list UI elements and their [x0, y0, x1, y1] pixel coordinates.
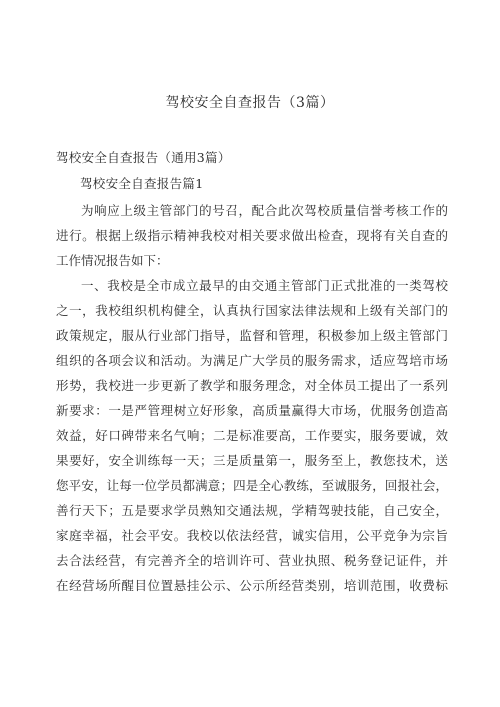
body-text [56, 198, 448, 598]
body-line: 新要求：一是严管理树立好形象，高质量赢得大市场，优服务创造高 [56, 403, 448, 418]
body-line: 善行天下；五是要求学员熟知交通法规，学精驾驶技能，自己安全， [56, 503, 448, 518]
body-line: 果要好，安全训练每一天；三是质量第一，服务至上，教您技术，送 [56, 453, 448, 468]
body-line: 之一，我校组织机构健全，认真执行国家法律法规和上级有关部门的 [56, 303, 448, 318]
body-line: 为响应上级主管部门的号召，配合此次驾校质量信誉考核工作的 [81, 203, 448, 218]
body-line: 在经营场所醒目位置悬挂公示、公示所经营类别，培训范围，收费标 [56, 578, 448, 593]
body-line: 形势，我校进一步更新了教学和服务理念，对全体员工提出了一系列 [56, 378, 448, 393]
body-line: 工作情况报告如下： [56, 253, 169, 268]
body-line: 政策规定，服从行业部门指导，监督和管理，积极参加上级主管部门 [56, 328, 448, 343]
body-line: 一、我校是全市成立最早的由交通主管部门正式批准的一类驾校 [81, 278, 448, 293]
document-subtitle: 驾校安全自查报告（通用3篇） [56, 150, 231, 165]
body-line: 去合法经营，有完善齐全的培训许可、营业执照、税务登记证件，并 [56, 553, 448, 568]
body-line: 家庭幸福，社会平安。我校以依法经营，诚实信用，公平竞争为宗旨 [56, 528, 448, 543]
body-line: 进行。根据上级指示精神我校对相关要求做出检查，现将有关自查的 [56, 228, 448, 243]
body-line: 您平安，让每一位学员都满意；四是全心教练，至诚服务，回报社会， [56, 478, 448, 493]
document-title: 驾校安全自查报告（3篇） [165, 95, 335, 111]
body-line: 效益，好口碑带来名气响；二是标准要高，工作要实，服务要诚，效 [56, 428, 448, 443]
section-heading: 驾校安全自查报告篇1 [80, 176, 204, 191]
body-line: 组织的各项会议和活动。为满足广大学员的服务需求，适应驾培市场 [56, 353, 448, 368]
